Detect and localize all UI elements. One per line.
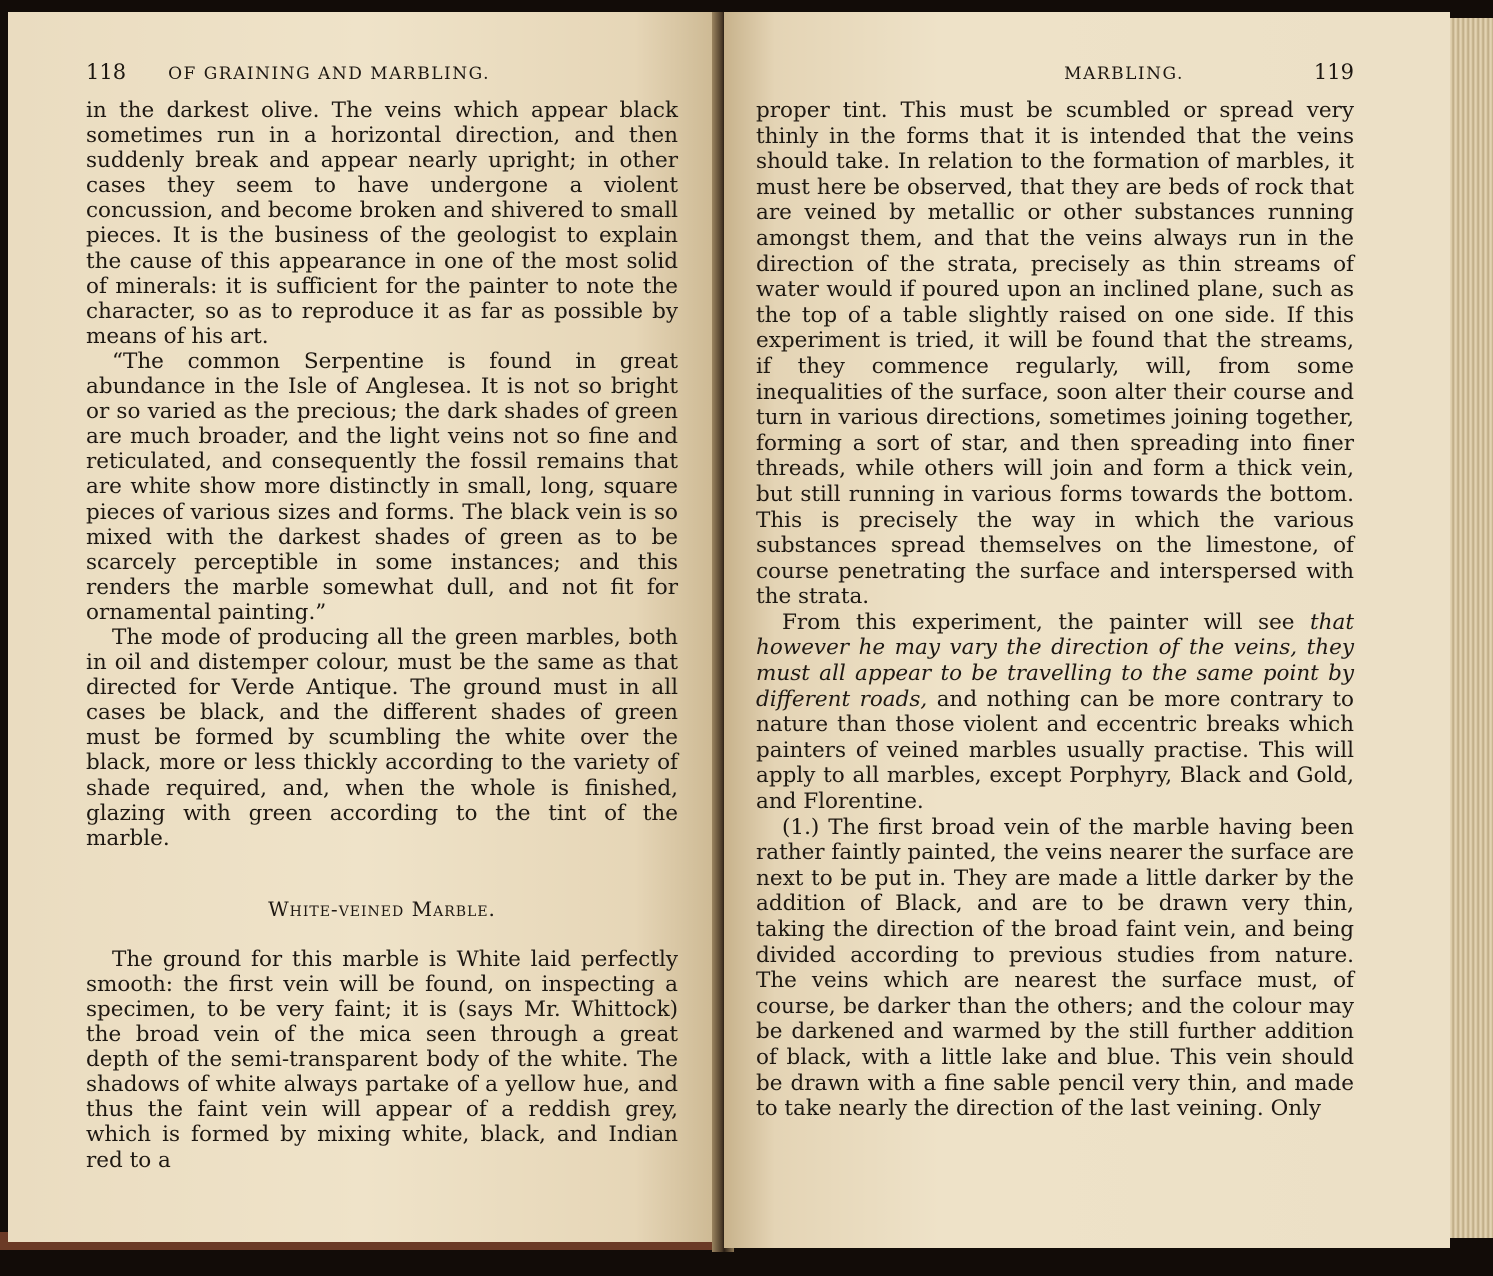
left-paragraph-1: in the darkest olive. The veins which appear black sometimes run in a horizontal direction, and then suddenly break and appear nearly upright; in other cases they seem to have undergone a violent concussion, and become broken and shivered to small pieces. It is the business of the geologist to explain the cause of this appearance in one of the most solid of minerals: it is sufficient for the painter to note the character, so as to reproduce it as far as possible by means of his art.: [86, 98, 678, 349]
left-page-header: [86, 60, 678, 84]
right-paragraph-1: proper tint. This must be scumbled or spread very thinly in the forms that it is intended that the veins should take. In relation to the formation of marbles, it must here be observed, that they are beds of rock that are veined by metallic or other substances running amongst them, and that the veins always run in the direction of the strata, precisely as thin streams of water would if poured upon an inclined plane, such as the top of a table slightly raised on one side. If this experiment is tried, it will be found that the streams, if they commence regularly, will, from some inequalities of the surface, soon alter their course and turn in various directions, sometimes joining together, forming a sort of star, and then spreading into finer threads, while others will join and form a thick vein, but still running in various forms towards the bottom. This is precisely the way in which the various substances spread themselves on the limestone, of course penetrating the surface and interspersed with the strata.: [756, 98, 1354, 610]
right-paragraph-2: [756, 610, 1354, 815]
left-paragraph-3: The mode of producing all the green marbles, both in oil and distemper colour, must be the same as that directed for Verde Antique. The ground must in all cases be black, and the different shades of green must be formed by scumbling the white over the black, more or less thickly according to the variety of shade required, and, when the whole is finished, glazing with green according to the tint of the marble.: [86, 624, 678, 851]
right-page-number: 119: [1313, 60, 1354, 84]
right-running-head: MARBLING.: [1064, 64, 1184, 84]
left-paragraph-2: “The common Serpentine is found in great abundance in the Isle of Anglesea. It is not so bright or so varied as the precious; the dark shades of green are much broader, and the light veins not so fine and reticulated, and consequently the fossil remains that are white show more distinctly in small, long, square pieces of various sizes and forms. The black vein is so mixed with the darkest shades of green as to be scarcely perceptible in some instances; and this renders the marble somewhat dull, and not fit for ornamental painting.”: [86, 348, 678, 625]
right-paragraph-2-end: and nothing can be more contrary to nature than those violent and eccentric breaks which painters of veined marbles usually practise. This will apply to all marbles, except Porphyry, Black and Gold, and Florentine.: [756, 686, 1354, 815]
right-page: [724, 12, 1450, 1248]
section-title: White-veined Marble.: [268, 896, 496, 921]
left-paragraph-4: The ground for this marble is White laid perfectly smooth: the first vein will be found, on inspecting a specimen, to be very faint; it is (says Mr. Whittock) the broad vein of the mica seen through a great depth of the semi-transparent body of the white. The shadows of white always partake of a yellow hue, and thus the faint vein will appear of a reddish grey, which is formed by mixing white, black, and Indian red to a: [86, 946, 678, 1173]
left-running-head: OF GRAINING AND MARBLING.: [168, 64, 490, 84]
right-paragraph-2-italic: that however he may vary the direction of the veins, they must all appear to be travelling to the same point by different roads,: [756, 609, 1354, 712]
right-paragraph-3: (1.) The first broad vein of the marble having been rather faintly painted, the veins nearer the surface are next to be put in. They are made a little darker by the addition of Black, and are to be drawn very thin, taking the direction of the broad faint vein, and being divided according to previous studies from nature. The veins which are nearest the surface must, of course, be darker than the others; and the colour may be darkened and warmed by the still further addition of black, with a little lake and blue. This vein should be drawn with a fine sable pencil very thin, and made to take nearly the direction of the last veining. Only: [756, 814, 1354, 1122]
right-page-header: [756, 60, 1354, 84]
right-paragraph-2-start: From this experiment, the painter will see: [782, 609, 1311, 635]
left-page-number: 118: [86, 60, 127, 84]
left-page: [8, 12, 720, 1242]
page-edges: [1450, 18, 1493, 1238]
